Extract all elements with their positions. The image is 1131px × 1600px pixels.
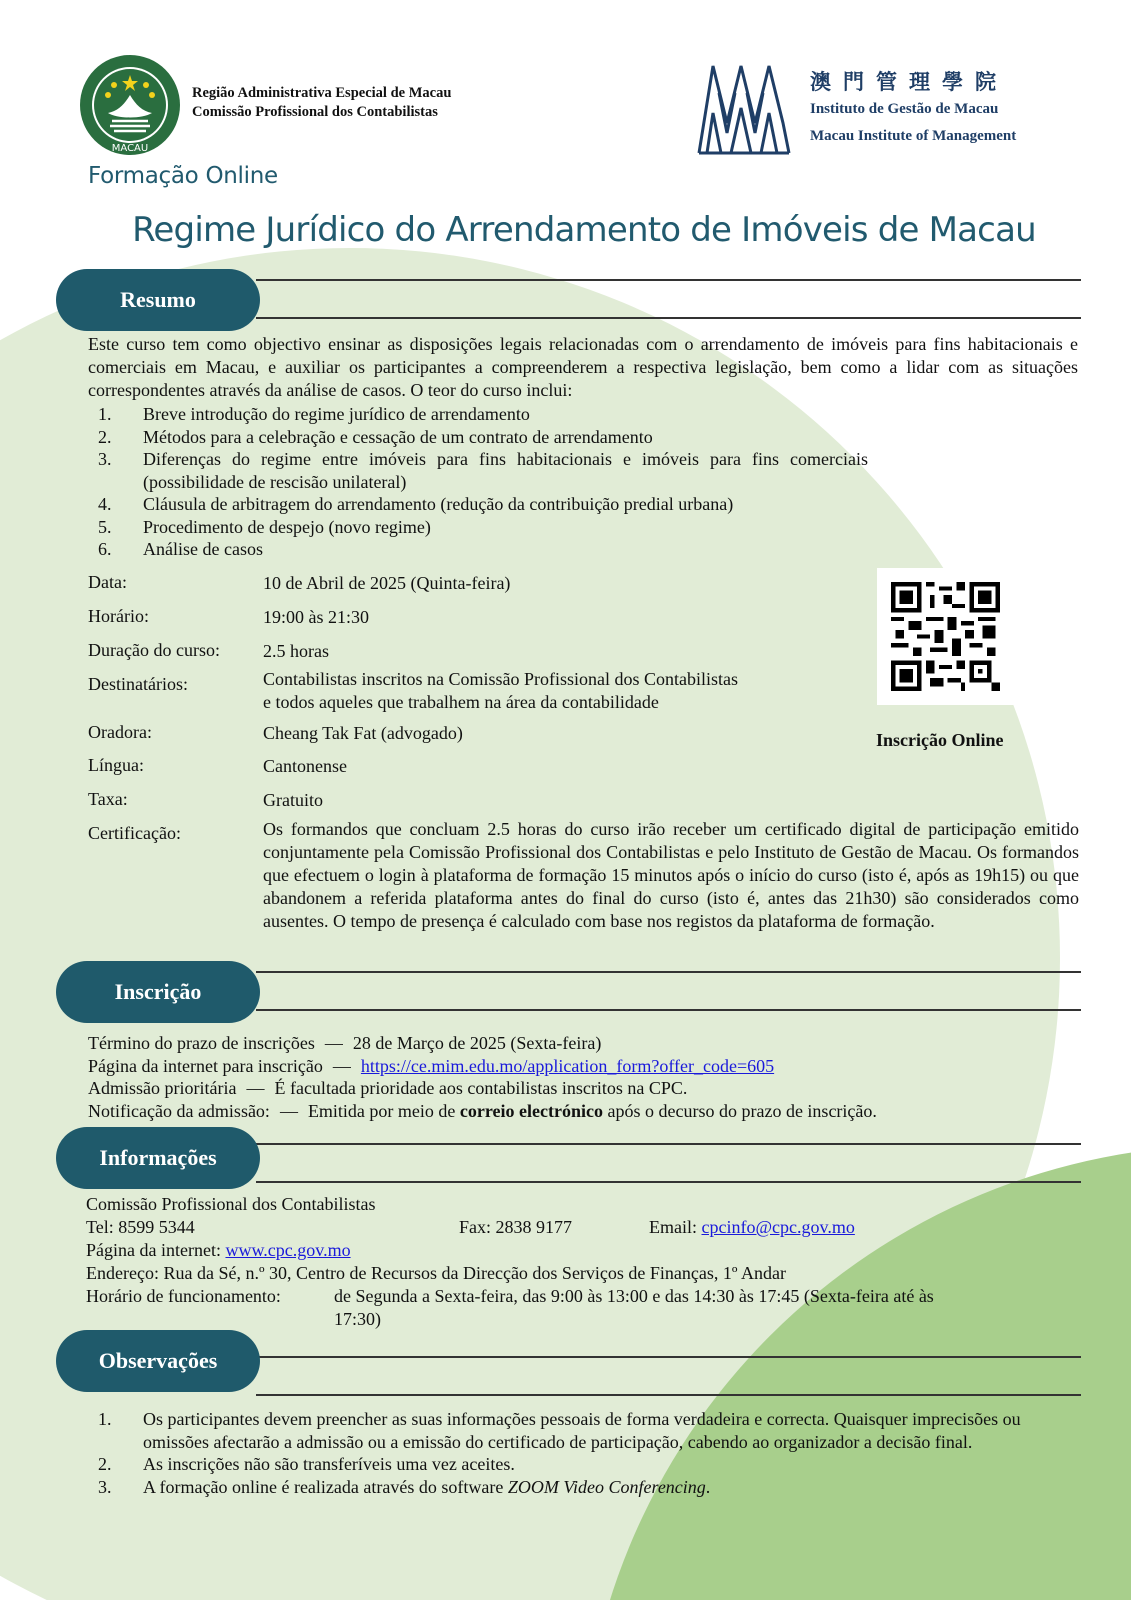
registration-info	[88, 1032, 877, 1122]
divider	[256, 317, 1081, 319]
contact-org: Comissão Profissional dos Contabilistas	[86, 1194, 376, 1214]
website-link[interactable]: www.cpc.gov.mo	[225, 1240, 351, 1260]
certification-text: Os formandos que concluam 2.5 horas do curso irão receber um certificado digital de participação emitido conjuntamente pela Comissão Profissional dos Contabilistas e pelo Instituto de Gestão de Macau. Os formandos que efectuem o login à plataforma de formação 15 minutos após o início do curso (isto é, após as 19h15) ou que abandonem a referida plataforma antes do final do curso (isto é, antes das 21h30) são considerados como ausentes. O tempo de presença é calculado com base nos registos da plataforma de formação.	[263, 819, 1079, 931]
list-item: 6. Análise de casos	[98, 539, 263, 559]
imm-logo-icon	[697, 63, 791, 155]
list-item: 2. As inscrições não são transferíveis uma vez aceites.	[98, 1454, 515, 1474]
section-header-resumo	[56, 269, 1081, 331]
section-title: Inscrição	[56, 961, 260, 1023]
divider	[256, 1181, 1081, 1183]
contact-phone-row	[86, 1216, 855, 1239]
imm-name-block	[810, 68, 1016, 150]
divider	[256, 1394, 1081, 1396]
contact-tel: Tel: 8599 5344	[86, 1217, 195, 1237]
registration-link[interactable]: https://ce.mim.edu.mo/application_form?offer_code=605	[360, 1055, 775, 1076]
contact-hours: Horário de funcionamento: de Segunda a Sexta-feira, das 9:00 às 13:00 e das 14:30 às 17:45 (Sexta-feira até às	[86, 1286, 934, 1306]
issuer-block	[192, 84, 451, 122]
list-item: 2. Métodos para a celebração e cessação de um contrato de arrendamento	[98, 426, 653, 447]
flyer-page: MACAU Região Administrativa Especial de Macau Comissão Profissional dos Contabilistas 澳門管理學院 Instituto de Gestão de Macau Macau Institute of Management Formação Online Regime Jurídico do Arrendamento de Imóveis de Macau Resumo Este curso tem como objectivo ensinar as disposições legais relacionadas com o arrendamento de imóveis para fins habitacionais e comerciais em Macau, e auxiliar os participantes a compreenderem a respectiva legislação, bem como a lidar com as situações correspondentes através da análise de casos. O teor do curso inclui: 1. Breve introdução do regime jurídico de arrendamento 2. Métodos para a celebração e cessação de um contrato de arrendamento 3. Diferenças do regime entre imóveis para fins habitacionais e imóveis para fins comerciais (possibilidade de rescisão unilateral) 4. Cláusula de arbitragem do arrendamento (redução da contribuição predial urbana) 5. Procedimento de despejo (novo regime) 6. Análise de casos Data: 10 de Abril de 2025 (Quinta-feira) Horário: 19:00 às 21:30 Duração do curso: 2.5 horas Destinatários: Contabilistas inscritos na Comissão Profissional dos Contabilistas e todos aqueles que trabalhem na área da contabilidade Oradora: Cheang Tak Fat (advogado) Língua: Cantonense Taxa: Gratuito Certificação: Os formandos que concluam 2.5 horas do curso irão receber um certificado digital de participação emitido conjuntamente pela Comissão Profissional dos Contabilistas e pelo Instituto de Gestão de Macau. Os formandos que efectuem o login à plataforma de formação 15 minutos após o início do curso (isto é, após as 19h15) ou que abandonem a referida plataforma antes do final do curso (isto é, antes das 21h30) são considerados como ausentes. O tempo de presença é calculado com base nos registos da plataforma de formação. Inscrição Online Inscrição Término do prazo de inscrições — 28 de Março de 2025 (Sexta-feira) Página da internet para inscrição — https://ce.mim.edu.mo/application_form?offer_code=605 Admissão prioritária — É facultada prioridade aos contabilistas inscritos na CPC. Notificação da admissão: — Emitida por meio de correio electrónico após o decurso do prazo de inscrição. Informações Comissão Profissional dos Contabilistas Tel: 8599 5344 Fax: 2838 9177 Email: cpcinfo@cpc.gov.mo Página da internet: www.cpc.gov.mo Endereço: Rua da Sé, n.º 30, Centro de Recursos da Direcção dos Serviços de Finanças, 1º Andar Horário de funcionamento: de Segunda a Sexta-feira, das 9:00 às 13:00 e das 14:30 às 17:45 (Sexta-feira até às 17:30) Observações 1. Os participantes devem preencher as suas informações pessoais de forma verdadeira e correcta. Quaisquer imprecisões ou omissões afectarão a admissão ou a emissão do certificado de participação, cabendo ao organizador a decisão final. 2. As inscrições não são transferíveis uma vez aceites. 3. A formação online é realizada através do software ZOOM Video Conferencing.	[0, 0, 1131, 1600]
registration-web: Página da internet para inscrição — https://ce.mim.edu.mo/application_form?offer_code=605	[88, 1055, 775, 1076]
registration-priority: Admissão prioritária — É facultada prioridade aos contabilistas inscritos na CPC.	[88, 1078, 688, 1098]
imm-name-chinese: 澳門管理學院	[810, 70, 1008, 94]
divider	[256, 1009, 1081, 1011]
resumo-intro: Este curso tem como objectivo ensinar as disposições legais relacionadas com o arrendamento de imóveis para fins habitacionais e comerciais em Macau, e auxiliar os participantes a compreenderem a respectiva legislação, bem como a lidar com as situações correspondentes através da análise de casos. O teor do curso inclui:	[88, 334, 1078, 400]
issuer-region: Região Administrativa Especial de Macau	[192, 85, 452, 101]
registration-deadline: Término do prazo de inscrições — 28 de Março de 2025 (Sexta-feira)	[88, 1033, 602, 1053]
page-title: Regime Jurídico do Arrendamento de Imóveis de Macau	[132, 210, 1036, 250]
observations-list	[88, 1408, 1048, 1498]
list-item: 1. Os participantes devem preencher as suas informações pessoais de forma verdadeira e correcta. Quaisquer imprecisões ou omissões afectarão a admissão ou a emissão do certificado de participação, cabendo ao organizador a decisão final.	[98, 1409, 1021, 1452]
issuer-commission: Comissão Profissional dos Contabilistas	[192, 104, 438, 120]
contact-fax: Fax: 2838 9177	[459, 1217, 573, 1237]
section-header-informacoes	[56, 1127, 1081, 1189]
contact-info: Comissão Profissional dos Contabilistas Tel: 8599 5344 Fax: 2838 9177 Email: cpcinfo@cpc.gov.mo Página da internet: www.cpc.gov.mo Endereço: Rua da Sé, n.º 30, Centro de Recursos da Direcção dos Serviços de Finanças, 1º Andar Horário de funcionamento: de Segunda a Sexta-feira, das 9:00 às 13:00 e das 14:30 às 17:45 (Sexta-feira até às 17:30)	[86, 1194, 934, 1329]
contact-email: Email: cpcinfo@cpc.gov.mo	[649, 1217, 855, 1237]
section-title: Observações	[56, 1330, 260, 1392]
section-header-observacoes	[56, 1330, 1081, 1392]
divider	[256, 279, 1081, 281]
list-item: 3. Diferenças do regime entre imóveis para fins habitacionais e imóveis para fins comerciais (possibilidade de rescisão unilateral)	[98, 449, 868, 492]
qr-caption: Inscrição Online	[876, 730, 1004, 750]
registration-notification: Notificação da admissão: — Emitida por meio de correio electrónico após o decurso do prazo de inscrição.	[88, 1100, 877, 1121]
list-item: 4. Cláusula de arbitragem do arrendamento (redução da contribuição predial urbana)	[98, 494, 734, 514]
list-item: 5. Procedimento de despejo (novo regime)	[98, 516, 431, 537]
svg-text:MACAU: MACAU	[111, 143, 149, 154]
qr-code-icon	[891, 582, 1000, 691]
section-title: Resumo	[56, 269, 260, 331]
list-item: 3. A formação online é realizada através do software ZOOM Video Conferencing.	[98, 1476, 711, 1497]
list-item: 1. Breve introdução do regime jurídico de arrendamento	[98, 404, 530, 424]
email-link[interactable]: cpcinfo@cpc.gov.mo	[701, 1217, 855, 1237]
registration-qr-code[interactable]	[877, 568, 1014, 705]
imm-name-portuguese: Instituto de Gestão de Macau	[810, 101, 999, 117]
page-subtitle: Formação Online	[88, 163, 278, 189]
macau-emblem-icon	[78, 53, 182, 157]
course-topics-list	[88, 403, 868, 561]
section-header-inscricao	[56, 961, 1081, 1023]
imm-name-english: Macau Institute of Management	[810, 128, 1017, 144]
contact-web: Página da internet: www.cpc.gov.mo	[86, 1240, 351, 1260]
divider	[256, 1356, 1081, 1358]
divider	[256, 1143, 1081, 1145]
contact-address: Endereço: Rua da Sé, n.º 30, Centro de Recursos da Direcção dos Serviços de Finanças, 1º Andar	[86, 1263, 786, 1283]
divider	[256, 971, 1081, 973]
section-title: Informações	[56, 1127, 260, 1189]
